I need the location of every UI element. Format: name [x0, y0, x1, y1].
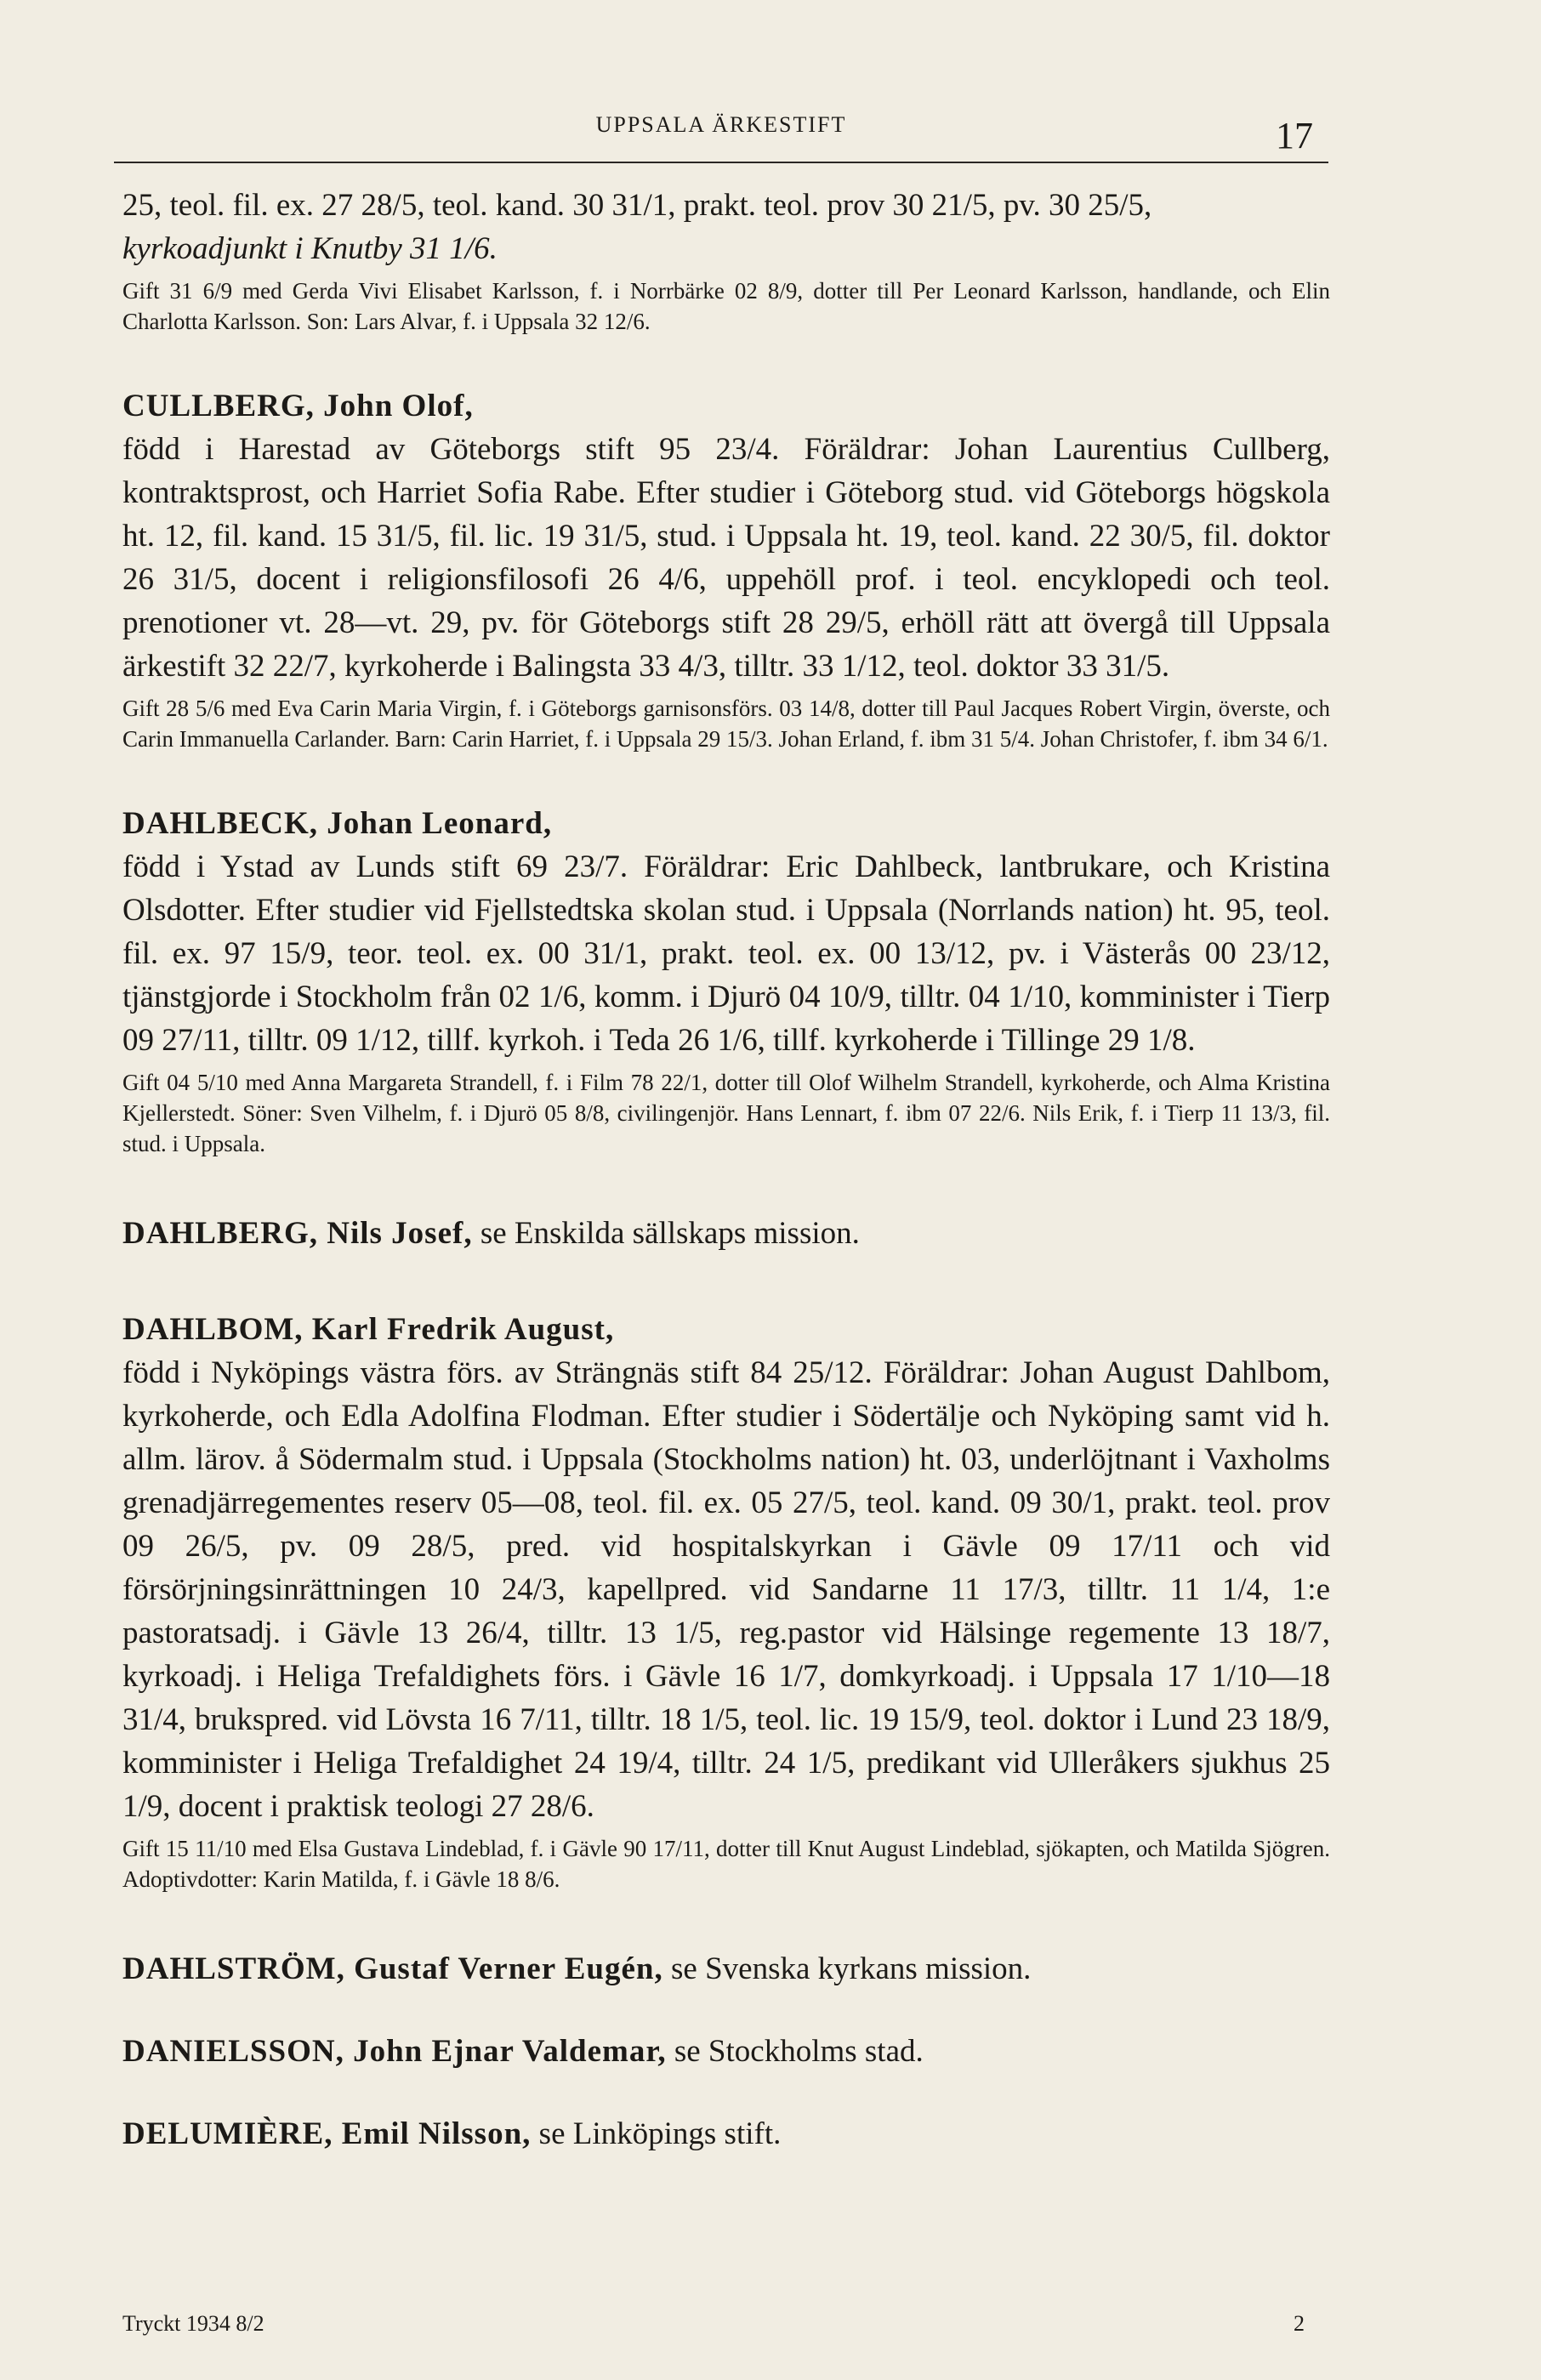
entry-name: DELUMIÈRE, Emil Nilsson, — [122, 2116, 532, 2151]
family-note: Gift 15 11/10 med Elsa Gustava Lindeblad, f. i Gävle 90 17/11, dotter till Knut August Lindeblad, sjökapten, och Matilda Sjögren. Adoptivdotter: Karin Matilda, f. i Gävle 18 8/6. — [122, 1836, 1330, 1892]
page-number: 17 — [1276, 115, 1313, 156]
print-note: Tryckt 1934 8/2 — [122, 2311, 264, 2336]
entry-name: CULLBERG, John Olof, — [122, 389, 474, 423]
entry-dahlberg — [122, 1212, 1330, 1255]
entry-text — [122, 2112, 1330, 2156]
entry-body: född i Harestad av Göteborgs stift 95 23/4. Föräldrar: Johan Laurentius Cullberg, kontraktsprost, och Harriet Sofia Rabe. Efter studier i Göteborg stud. vid Göteborgs högskola ht. 12, fil. kand. 15 31/5, fil. lic. 19 31/5, stud. i Uppsala ht. 19, teol. kand. 22 30/5, fil. doktor 26 31/5, docent i religionsfilosofi 26 4/6, uppehöll prof. i teol. encyklopedi och teol. prenotioner vt. 28—vt. 29, pv. för Göteborgs stift 28 29/5, erhöll rätt att övergå till Uppsala ärkestift 32 22/7, kyrkoherde i Balingsta 33 4/3, tilltr. 33 1/12, teol. doktor 33 31/5. — [122, 432, 1330, 684]
entry-dahlbeck — [122, 802, 1330, 1159]
sheet-number: 2 — [1294, 2311, 1305, 2336]
family-note: Gift 31 6/9 med Gerda Vivi Elisabet Karlsson, f. i Norrbärke 02 8/9, dotter till Per Leonard Karlsson, handlande, och Elin Charlotta Karlsson. Son: Lars Alvar, f. i Uppsala 32 12/6. — [122, 278, 1330, 334]
cross-reference: se Stockholms stad. — [674, 2034, 924, 2069]
entry-body: född i Nyköpings västra förs. av Strängnäs stift 84 25/12. Föräldrar: Johan August Dahlbom, kyrkoherde, och Edla Adolfina Flodman. Efter studier i Södertälje och Nyköping samt vid h. allm. lärov. å Södermalm stud. i Uppsala (Stockholms nation) ht. 03, underlöjtnant i Vaxholms grenadjärregementes reserv 05—08, teol. fil. ex. 05 27/5, teol. kand. 09 30/1, prakt. teol. prov 09 26/5, pv. 09 28/5, pred. vid hospitalskyrkan i Gävle 09 17/11 och vid försörjningsinrättningen 10 24/3, kapellpred. vid Sandarne 11 17/3, tilltr. 11 1/4, 1:e pastoratsadj. i Gävle 13 26/4, tilltr. 13 1/5, reg.pastor vid Hälsinge regemente 13 18/7, kyrkoadj. i Heliga Trefaldighets förs. i Gävle 16 1/7, domkyrkoadj. i Uppsala 17 1/10—18 31/4, brukspred. vid Lövsta 16 7/11, tilltr. 18 1/5, teol. lic. 19 15/9, teol. doktor i Lund 23 18/9, komminister i Heliga Trefaldighet 24 19/4, tilltr. 24 1/5, predikant vid Ulleråkers sjukhus 25 1/9, docent i praktisk teologi 27 28/6. — [122, 1355, 1330, 1824]
entry-text — [122, 802, 1330, 1062]
entry-name: DANIELSSON, John Ejnar Valdemar, — [122, 2034, 667, 2069]
entry-text — [122, 1947, 1330, 1991]
cross-reference: se Linköpings stift. — [538, 2116, 782, 2151]
entry-text — [122, 2030, 1330, 2073]
cross-reference: se Enskilda sällskaps mission. — [480, 1216, 860, 1251]
page-content — [122, 184, 1330, 2156]
entry-delumiere — [122, 2112, 1330, 2156]
entry-name: DAHLBECK, Johan Leonard, — [122, 806, 553, 841]
entry-text — [122, 1212, 1330, 1255]
family-note: Gift 04 5/10 med Anna Margareta Strandell, f. i Film 78 22/1, dotter till Olof Wilhelm Strandell, kyrkoherde, och Alma Kristina Kjellerstedt. Söner: Sven Vilhelm, f. i Djurö 05 8/8, civilingenjör. Hans Lennart, f. ibm 07 22/6. Nils Erik, f. i Tierp 11 13/3, fil. stud. i Uppsala. — [122, 1070, 1330, 1156]
entry-dahlbom — [122, 1308, 1330, 1894]
entry-danielsson — [122, 2030, 1330, 2073]
entry-text — [122, 1308, 1330, 1828]
entry-name: DAHLBERG, Nils Josef, — [122, 1216, 473, 1251]
entry-dahlstrom — [122, 1947, 1330, 1991]
page-header — [114, 102, 1328, 163]
cross-reference: se Svenska kyrkans mission. — [671, 1951, 1032, 1986]
continuation-text: 25, teol. fil. ex. 27 28/5, teol. kand. 30 31/1, prakt. teol. prov 30 21/5, pv. 30 25/5, kyrkoadjunkt i Knutby 31 1/6. — [122, 188, 1152, 266]
entry-name: DAHLSTRÖM, Gustaf Verner Eugén, — [122, 1951, 663, 1986]
entry-text — [122, 384, 1330, 688]
family-note: Gift 28 5/6 med Eva Carin Maria Virgin, f. i Göteborgs garnisonsförs. 03 14/8, dotter till Paul Jacques Robert Virgin, överste, och Carin Immanuella Carlander. Barn: Carin Harriet, f. i Uppsala 29 15/3. Johan Erland, f. ibm 31 5/4. Johan Christofer, f. ibm 34 6/1. — [122, 696, 1330, 752]
running-title: UPPSALA ÄRKESTIFT — [595, 112, 847, 137]
entry-body: född i Ystad av Lunds stift 69 23/7. Föräldrar: Eric Dahlbeck, lantbrukare, och Kristina Olsdotter. Efter studier vid Fjellstedtska skolan stud. i Uppsala (Norrlands nation) ht. 95, teol. fil. ex. 97 15/9, teor. teol. ex. 00 31/1, prakt. teol. ex. 00 13/12, pv. i Västerås 00 23/12, tjänstgjorde i Stockholm från 02 1/6, komm. i Djurö 04 10/9, tilltr. 04 1/10, komminister i Tierp 09 27/11, tilltr. 09 1/12, tillf. kyrkoh. i Teda 26 1/6, tillf. kyrkoherde i Tillinge 29 1/8. — [122, 849, 1330, 1058]
entry-name: DAHLBOM, Karl Fredrik August, — [122, 1312, 615, 1347]
entry-continuation — [122, 184, 1330, 337]
entry-cullberg — [122, 384, 1330, 754]
